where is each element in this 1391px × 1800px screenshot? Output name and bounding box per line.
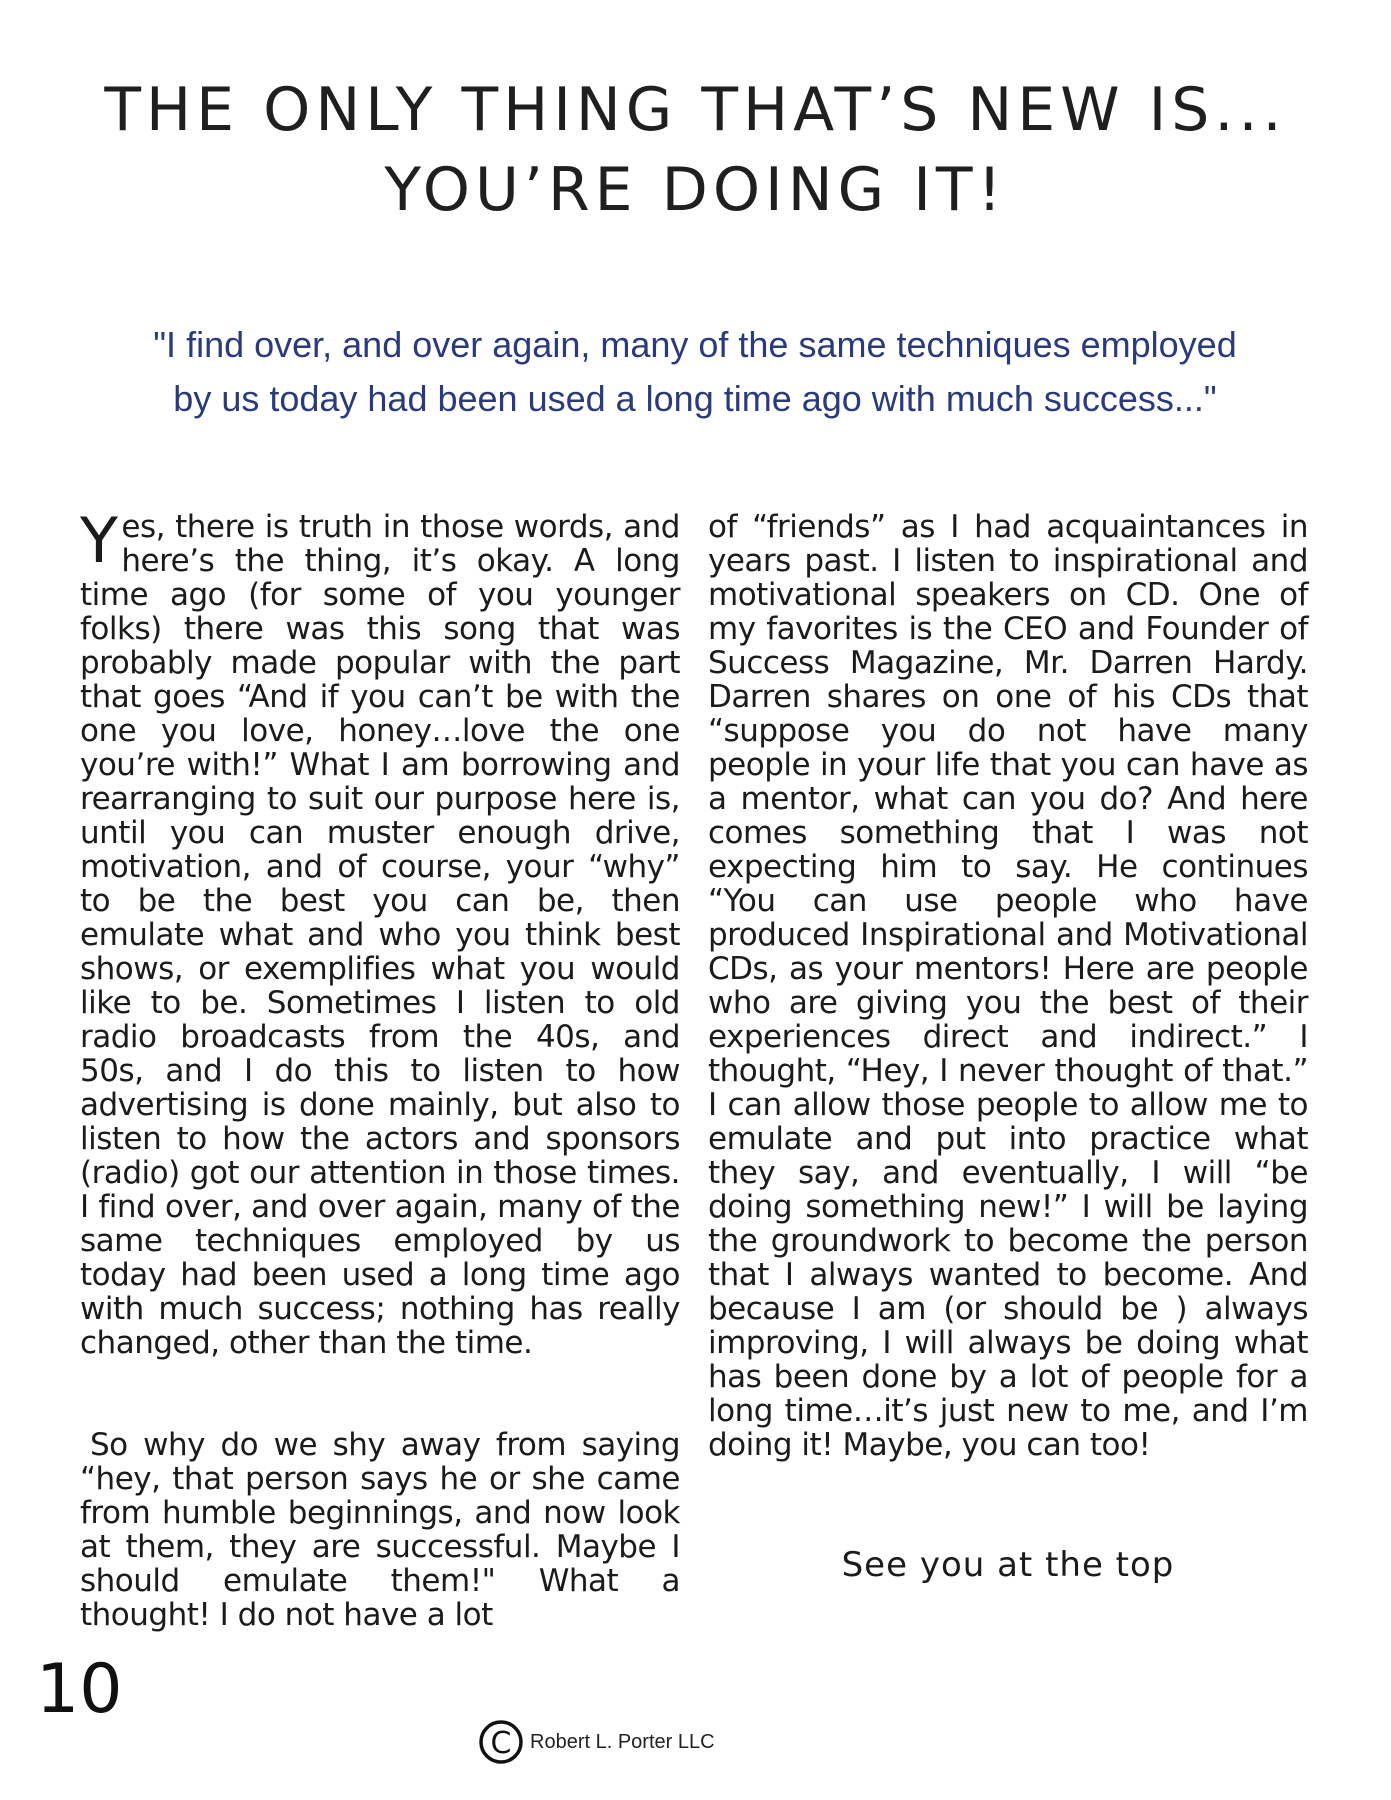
title-line-2: YOU’RE DOING IT!	[384, 155, 1007, 225]
body-column-right	[708, 510, 1308, 1462]
copyright-icon	[478, 1719, 524, 1765]
signoff: See you at the top	[841, 1545, 1175, 1585]
body-column-left	[80, 504, 680, 1633]
copyright-notice	[478, 1716, 715, 1768]
pull-quote: "I find over, and over again, many of the same techniques employed by us today had been used a long time ago with much success..."	[153, 324, 1237, 419]
page-number: 10	[36, 1650, 123, 1729]
title-line-1: THE ONLY THING THAT’S NEW IS...	[104, 75, 1287, 145]
body-paragraph-3: of “friends” as I had acquaintances in years past. I listen to inspirational and motivational speakers on CD. One of my favorites is the CEO and Founder of Success Magazine, Mr. Darren Hardy. Darren shares on one of his CDs that “suppose you do not have many people in your life that you can have as a mentor, what can you do? And here comes something that I was not expecting him to say. He continues “You can use people who have produced Inspirational and Motivational CDs, as your mentors! Here are people who are giving you the best of their experiences direct and indirect.” I thought, “Hey, I never thought of that.” I can allow those people to allow me to emulate and put into practice what they say, and eventually, I will “be doing something new!” I will be laying the groundwork to become the person that I always wanted to become. And because I am (or should be ) always improving, I will always be doing what has been done by a lot of people for a long time…it’s just new to me, and I’m doing it! Maybe, you can too!	[708, 509, 1308, 1463]
copyright-text: Robert L. Porter LLC	[530, 1730, 715, 1753]
article-title	[0, 70, 1391, 230]
body-paragraph-2: So why do we shy away from saying “hey, that person says he or she came from humble beginnings, and now look at them, they are successful. Maybe I should emulate them!" What a thought! I do not have a lot	[80, 1427, 680, 1633]
body-paragraph-1-text: es, there is truth in those words, and here’s the thing, it’s okay. A long time ago (for some of you younger folks) there was this song that was probably made popular with the part that goes “And if you can’t be with the one you love, honey…love the one you’re with!” What I am borrowing and rearranging to suit our purpose here is, until you can muster enough drive, motivation, and of course, your “why” to be the best you can be, then emulate what and who you think best shows, or exemplifies what you would like to be. Sometimes I listen to old radio broadcasts from the 40s, and 50s, and I do this to listen to how advertising is done mainly, but also to listen to how the actors and sponsors (radio) got our attention in those times. I find over, and over again, many of the same techniques employed by us today had been used a long time ago with much success; nothing has really changed, other than the time.	[80, 509, 680, 1361]
body-paragraph-1	[80, 504, 680, 1361]
svg-text:C: C	[490, 1726, 512, 1761]
drop-cap: Y	[80, 504, 118, 577]
